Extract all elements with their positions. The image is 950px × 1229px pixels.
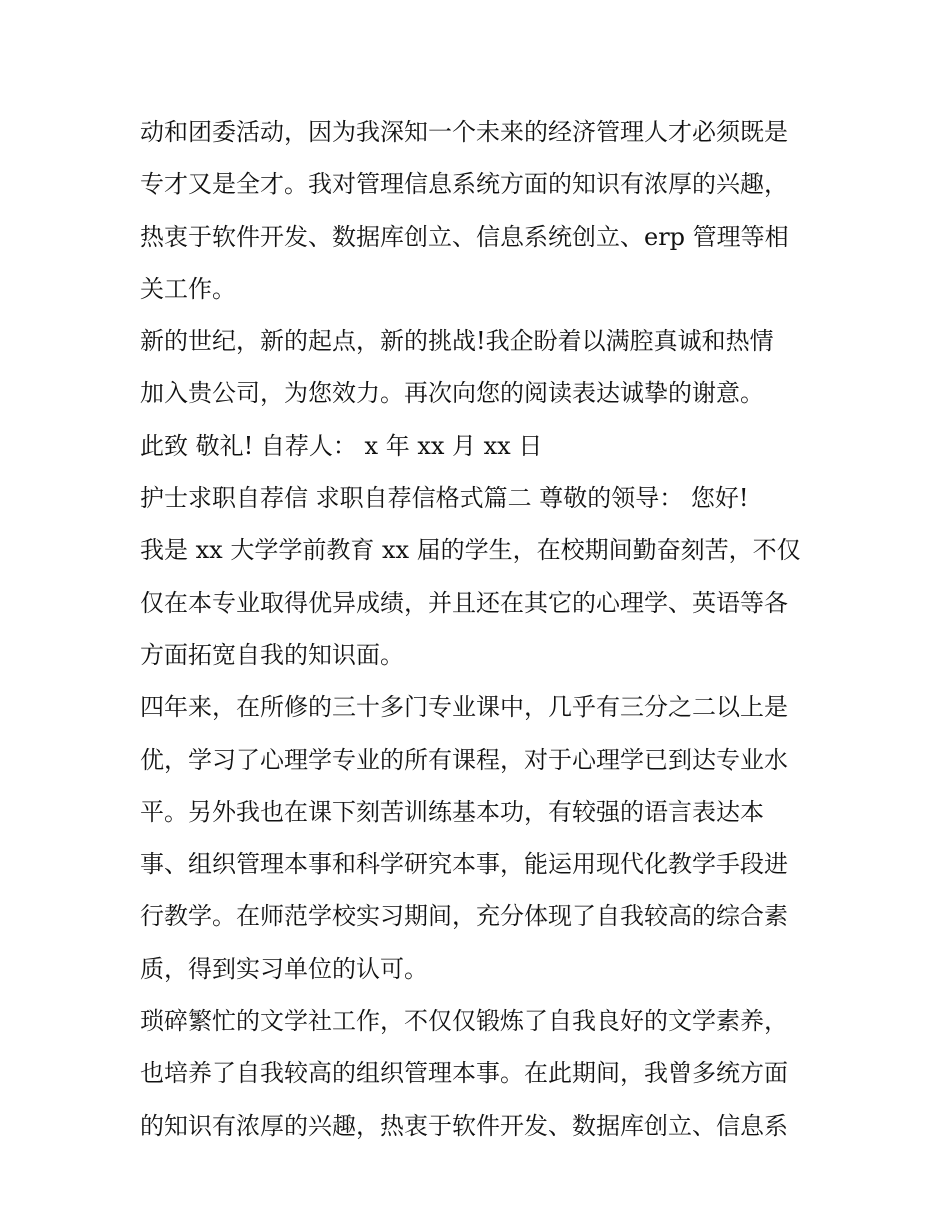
text-line: 我是 xx 大学学前教育 xx 届的学生，在校期间勤奋刻苦，不仅 <box>140 536 801 565</box>
text-line: 热衷于软件开发、数据库创立、信息系统创立、erp 管理等相 <box>140 222 789 251</box>
text-line: 加入贵公司，为您效力。再次向您的阅读表达诚挚的谢意。 <box>140 379 764 408</box>
text-line: 关工作。 <box>140 274 236 303</box>
text-line: 行教学。在师范学校实习期间，充分体现了自我较高的综合素 <box>140 902 788 931</box>
text-line: 事、组织管理本事和科学研究本事，能运用现代化教学手段进 <box>140 850 788 879</box>
text-line: 优，学习了心理学专业的所有课程，对于心理学已到达专业水 <box>140 745 788 774</box>
text-line: 琐碎繁忙的文学社工作，不仅仅锻炼了自我良好的文学素养， <box>140 1007 788 1036</box>
text-line: 专才又是全才。我对管理信息系统方面的知识有浓厚的兴趣， <box>140 170 788 199</box>
text-line: 质，得到实习单位的认可。 <box>140 954 428 983</box>
text-line: 平。另外我也在课下刻苦训练基本功，有较强的语言表达本 <box>140 797 764 826</box>
text-line: 的知识有浓厚的兴趣，热衷于软件开发、数据库创立、信息系 <box>140 1111 788 1140</box>
text-line: 四年来，在所修的三十多门专业课中，几乎有三分之二以上是 <box>140 693 788 722</box>
closing-line: 此致 敬礼! 自荐人： x 年 xx 月 xx 日 <box>140 431 543 460</box>
text-line: 新的世纪，新的起点，新的挑战!我企盼着以满腔真诚和热情 <box>140 327 774 356</box>
text-line: 动和团委活动，因为我深知一个未来的经济管理人才必须既是 <box>140 118 788 146</box>
document-body <box>140 106 830 1152</box>
text-line: 方面拓宽自我的知识面。 <box>140 640 404 669</box>
text-line: 仅在本专业取得优异成绩，并且还在其它的心理学、英语等各 <box>140 588 788 617</box>
text-line: 也培养了自我较高的组织管理本事。在此期间，我曾多统方面 <box>140 1059 788 1088</box>
heading-line: 护士求职自荐信 求职自荐信格式篇二 尊敬的领导： 您好! <box>140 484 749 513</box>
